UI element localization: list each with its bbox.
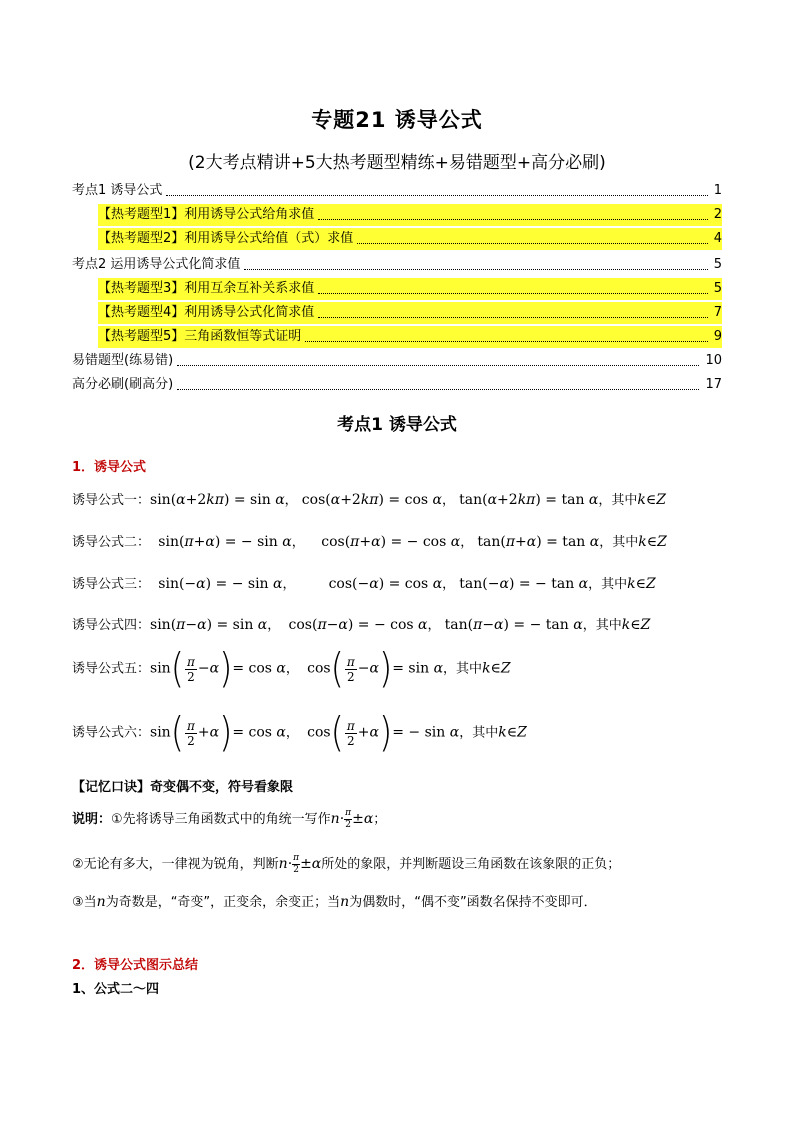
toc-entry[interactable] <box>98 228 722 250</box>
toc-entry[interactable] <box>72 374 722 396</box>
toc-entry[interactable] <box>98 302 722 324</box>
toc-entry-label: 【热考题型4】利用诱导公式化简求值 <box>98 305 315 320</box>
toc-leader-dots <box>305 340 707 342</box>
toc-entry-page: 4 <box>713 231 722 246</box>
toc-entry[interactable] <box>98 326 722 348</box>
toc-entry-page: 5 <box>713 281 722 296</box>
subsection-heading-formulas: 1．诱导公式 <box>72 460 147 475</box>
toc-entry-label: 高分必刷(刷高分) <box>72 377 174 392</box>
toc-entry-page: 10 <box>705 353 722 368</box>
formula-label: 诱导公式五： <box>72 661 151 677</box>
toc-entry-page: 1 <box>713 183 722 198</box>
toc-leader-dots <box>357 242 707 244</box>
page-subtitle: (2大考点精讲+5大热考题型精练+易错题型+高分必刷) <box>188 153 606 173</box>
toc-entry-label: 考点1 诱导公式 <box>72 183 163 198</box>
note-three: ③当n为奇数是，“奇变”，正变余，余变正；当n为偶数时，“偶不变”函数名保持不变即可． <box>72 894 597 910</box>
section-heading: 考点1 诱导公式 <box>337 415 457 435</box>
formula-four: 诱导公式四：sin(π−α) = sin α， cos(π−α) = − cos α， tan(π−α) = − tan α，其中k∈Z <box>72 617 651 633</box>
subsection-item: 1、公式二～四 <box>72 982 160 997</box>
formula-five: 诱导公式五：sin( $\frac{\pi}{2}$ −α)= cos α， cos( $\frac{\pi}{2}$ −α)= sin α，其中k∈Z <box>72 645 511 693</box>
formula-label: 诱导公式四： <box>72 618 151 633</box>
toc-leader-dots <box>318 292 707 294</box>
formula-label: 诱导公式二： <box>72 535 151 550</box>
formula-one: 诱导公式一：sin(α+2kπ) = sin α， cos(α+2kπ) = cos α， tan(α+2kπ) = tan α，其中k∈Z <box>72 492 667 508</box>
toc-leader-dots <box>244 268 707 270</box>
toc-entry-label: 易错题型(练易错) <box>72 353 174 368</box>
formula-six: 诱导公式六：sin( $\frac{\pi}{2}$ +α)= cos α， cos( $\frac{\pi}{2}$ +α)= − sin α，其中k∈Z <box>72 709 527 757</box>
toc-entry-label: 【热考题型1】利用诱导公式给角求值 <box>98 207 315 222</box>
toc-leader-dots <box>177 364 699 366</box>
toc-entry[interactable] <box>72 350 722 372</box>
toc-leader-dots <box>318 218 707 220</box>
toc-entry-label: 【热考题型2】利用诱导公式给值（式）求值 <box>98 231 354 246</box>
formula-two: 诱导公式二： sin(π+α) = − sin α， cos(π+α) = − cos α， tan(π+α) = tan α，其中k∈Z <box>72 534 667 550</box>
toc-entry-page: 5 <box>713 257 722 272</box>
note-one: 说明：①先将诱导三角函数式中的角统一写作n· $\frac{\pi}{2}$ ±α； <box>72 808 387 830</box>
toc-entry-page: 9 <box>713 329 722 344</box>
formula-three: 诱导公式三： sin(−α) = − sin α， cos(−α) = cos α， tan(−α) = − tan α，其中k∈Z <box>72 576 656 592</box>
toc-entry-page: 17 <box>705 377 722 392</box>
toc-entry-label: 考点2 运用诱导公式化简求值 <box>72 257 241 272</box>
toc-leader-dots <box>177 388 699 390</box>
note-two: ②无论有多大，一律视为锐角，判断n· $\frac{\pi}{2}$ ±α所处的象限，并判断题设三角函数在该象限的正负； <box>72 853 621 875</box>
toc-entry-label: 【热考题型5】三角函数恒等式证明 <box>98 329 302 344</box>
toc-entry[interactable] <box>72 254 722 276</box>
page-title: 专题21 诱导公式 <box>311 108 483 132</box>
toc-leader-dots <box>166 194 707 196</box>
formula-label: 诱导公式三： <box>72 577 151 592</box>
formula-label: 诱导公式一： <box>72 493 151 508</box>
toc-entry[interactable] <box>72 180 722 202</box>
toc-entry-page: 2 <box>713 207 722 222</box>
toc-entry-page: 7 <box>713 305 722 320</box>
subsection-heading-diagrams: 2．诱导公式图示总结 <box>72 958 199 973</box>
toc-entry[interactable] <box>98 278 722 300</box>
formula-label: 诱导公式六： <box>72 725 151 741</box>
mnemonic: 【记忆口诀】奇变偶不变，符号看象限 <box>72 780 294 795</box>
toc-leader-dots <box>318 316 707 318</box>
toc-entry-label: 【热考题型3】利用互余互补关系求值 <box>98 281 315 296</box>
toc-entry[interactable] <box>98 204 722 226</box>
